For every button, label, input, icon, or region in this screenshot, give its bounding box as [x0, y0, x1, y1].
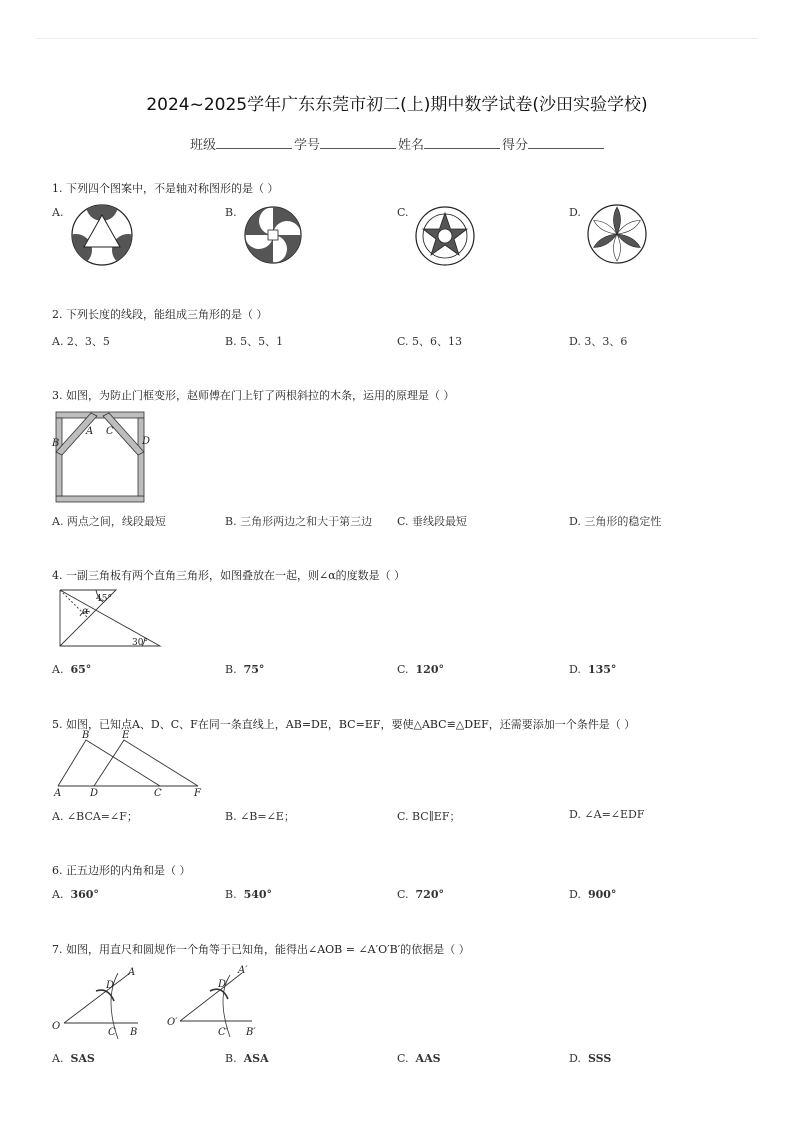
q7-label-a-prime: A′ [238, 965, 248, 976]
q6-option-c-value: 720° [415, 888, 444, 901]
q7-label-d: D [106, 980, 115, 991]
q3-option-a[interactable]: A. 两点之间，线段最短 [52, 515, 166, 528]
q5-label-c: C [154, 788, 162, 799]
q2-option-d[interactable]: D. 3、3、6 [569, 335, 628, 348]
q1-figure-b-yin-swirl [243, 205, 303, 265]
q3-label-d: D [142, 436, 151, 447]
q4-option-d[interactable]: D. 135° [569, 663, 617, 676]
q2-option-c[interactable]: C. 5、6、13 [397, 335, 463, 348]
q7-option-a-value: SAS [70, 1052, 95, 1065]
q6-option-b-value: 540° [243, 888, 273, 901]
q6-option-d-value: 900° [587, 888, 617, 901]
q1-option-b[interactable]: B. [225, 206, 237, 219]
q7-option-b[interactable]: B. ASA [225, 1052, 269, 1065]
q7-label-o-prime: O′ [167, 1017, 178, 1028]
q5-label-b: B [82, 730, 90, 741]
q7-label-a: A [128, 967, 136, 978]
q7-option-d[interactable]: D. SSS [569, 1052, 612, 1065]
q4-option-b[interactable]: B. 75° [225, 663, 265, 676]
q3-label-b: B [52, 438, 60, 449]
q7-option-c-value: AAS [415, 1052, 441, 1065]
q5-label-e: E [122, 730, 130, 741]
question-6-stem: 6. 正五边形的内角和是（ ） [52, 864, 191, 877]
name-field[interactable] [424, 134, 500, 149]
question-7-stem: 7. 如图，用直尺和圆规作一个角等于已知角，能得出∠AOB = ∠A′O′B′的依据是（ ） [52, 943, 470, 956]
question-1-stem: 1. 下列四个图案中，不是轴对称图形的是（ ） [52, 182, 279, 195]
q3-label-a: A [86, 426, 94, 437]
q7-label-b-prime: B′ [246, 1027, 256, 1038]
score-label: 得分 [502, 138, 529, 153]
q4-option-b-value: 75° [243, 663, 265, 676]
q3-option-b[interactable]: B. 三角形两边之和大于第三边 [225, 515, 373, 528]
q5-option-c[interactable]: C. BC∥EF； [397, 810, 461, 823]
q7-label-d-prime: D′ [218, 979, 229, 990]
q7-label-c: C [108, 1027, 116, 1038]
q4-label-alpha: α [82, 606, 89, 617]
student-number-field[interactable] [320, 134, 396, 149]
q4-label-30: 30° [132, 638, 148, 648]
q5-option-a[interactable]: A. ∠BCA=∠F； [52, 810, 138, 823]
q3-door-frame-figure [52, 408, 152, 504]
score-field[interactable] [528, 134, 604, 149]
q7-label-c-prime: C′ [218, 1027, 228, 1038]
student-number-label: 学号 [294, 138, 321, 153]
q5-label-f: F [194, 788, 201, 799]
q7-label-b: B [130, 1027, 138, 1038]
q5-option-d[interactable]: D. ∠A=∠EDF [569, 808, 645, 821]
q7-label-o: O [52, 1021, 61, 1032]
q7-angle-construction-figure [52, 963, 272, 1041]
top-rule [36, 38, 758, 39]
q4-option-c[interactable]: C. 120° [397, 663, 444, 676]
question-4-stem: 4. 一副三角板有两个直角三角形，如图叠放在一起，则∠α的度数是（ ） [52, 569, 406, 582]
q3-option-d[interactable]: D. 三角形的稳定性 [569, 515, 662, 528]
q7-option-b-value: ASA [243, 1052, 269, 1065]
q1-figure-c-star-circle [414, 205, 476, 267]
q1-figure-a-circle-triangle [70, 203, 134, 267]
q4-label-45: 45° [96, 594, 112, 604]
page-title: 2024~2025学年广东东莞市初二(上)期中数学试卷(沙田实验学校) [146, 95, 648, 115]
question-5-stem: 5. 如图，已知点A、D、C、F在同一条直线上，AB=DE，BC=EF，要使△ABC≌△DEF，还需要添加一个条件是（ ） [52, 718, 636, 731]
q1-option-d[interactable]: D. [569, 206, 581, 219]
q4-option-c-value: 120° [415, 663, 444, 676]
q1-option-a[interactable]: A. [52, 206, 64, 219]
student-info-row [190, 134, 606, 153]
question-3-stem: 3. 如图，为防止门框变形，赵师傅在门上钉了两根斜拉的木条，运用的原理是（ ） [52, 389, 455, 402]
q5-option-b[interactable]: B. ∠B=∠E； [225, 810, 295, 823]
q1-figure-d-petal-flower [586, 203, 648, 265]
q5-triangles-figure [52, 730, 204, 798]
q3-option-c[interactable]: C. 垂线段最短 [397, 515, 468, 528]
q5-label-d: D [90, 788, 99, 799]
q7-option-a[interactable]: A. SAS [52, 1052, 95, 1065]
name-label: 姓名 [398, 138, 425, 153]
q4-option-a-value: 65° [70, 663, 92, 676]
question-2-stem: 2. 下列长度的线段，能组成三角形的是（ ） [52, 308, 268, 321]
q2-option-a[interactable]: A. 2、3、5 [52, 335, 110, 348]
q6-option-c[interactable]: C. 720° [397, 888, 444, 901]
q3-label-c: C [106, 426, 114, 437]
q5-label-a: A [54, 788, 62, 799]
q4-option-a[interactable]: A. 65° [52, 663, 92, 676]
q6-option-b[interactable]: B. 540° [225, 888, 273, 901]
q4-triangle-set-figure [58, 588, 164, 650]
q7-option-c[interactable]: C. AAS [397, 1052, 441, 1065]
q6-option-a[interactable]: A. 360° [52, 888, 99, 901]
q6-option-a-value: 360° [70, 888, 99, 901]
q7-option-d-value: SSS [587, 1052, 612, 1065]
class-field[interactable] [216, 134, 292, 149]
q4-option-d-value: 135° [587, 663, 617, 676]
q2-option-b[interactable]: B. 5、5、1 [225, 335, 284, 348]
class-label: 班级 [190, 138, 217, 153]
q1-option-c[interactable]: C. [397, 206, 409, 219]
q6-option-d[interactable]: D. 900° [569, 888, 617, 901]
